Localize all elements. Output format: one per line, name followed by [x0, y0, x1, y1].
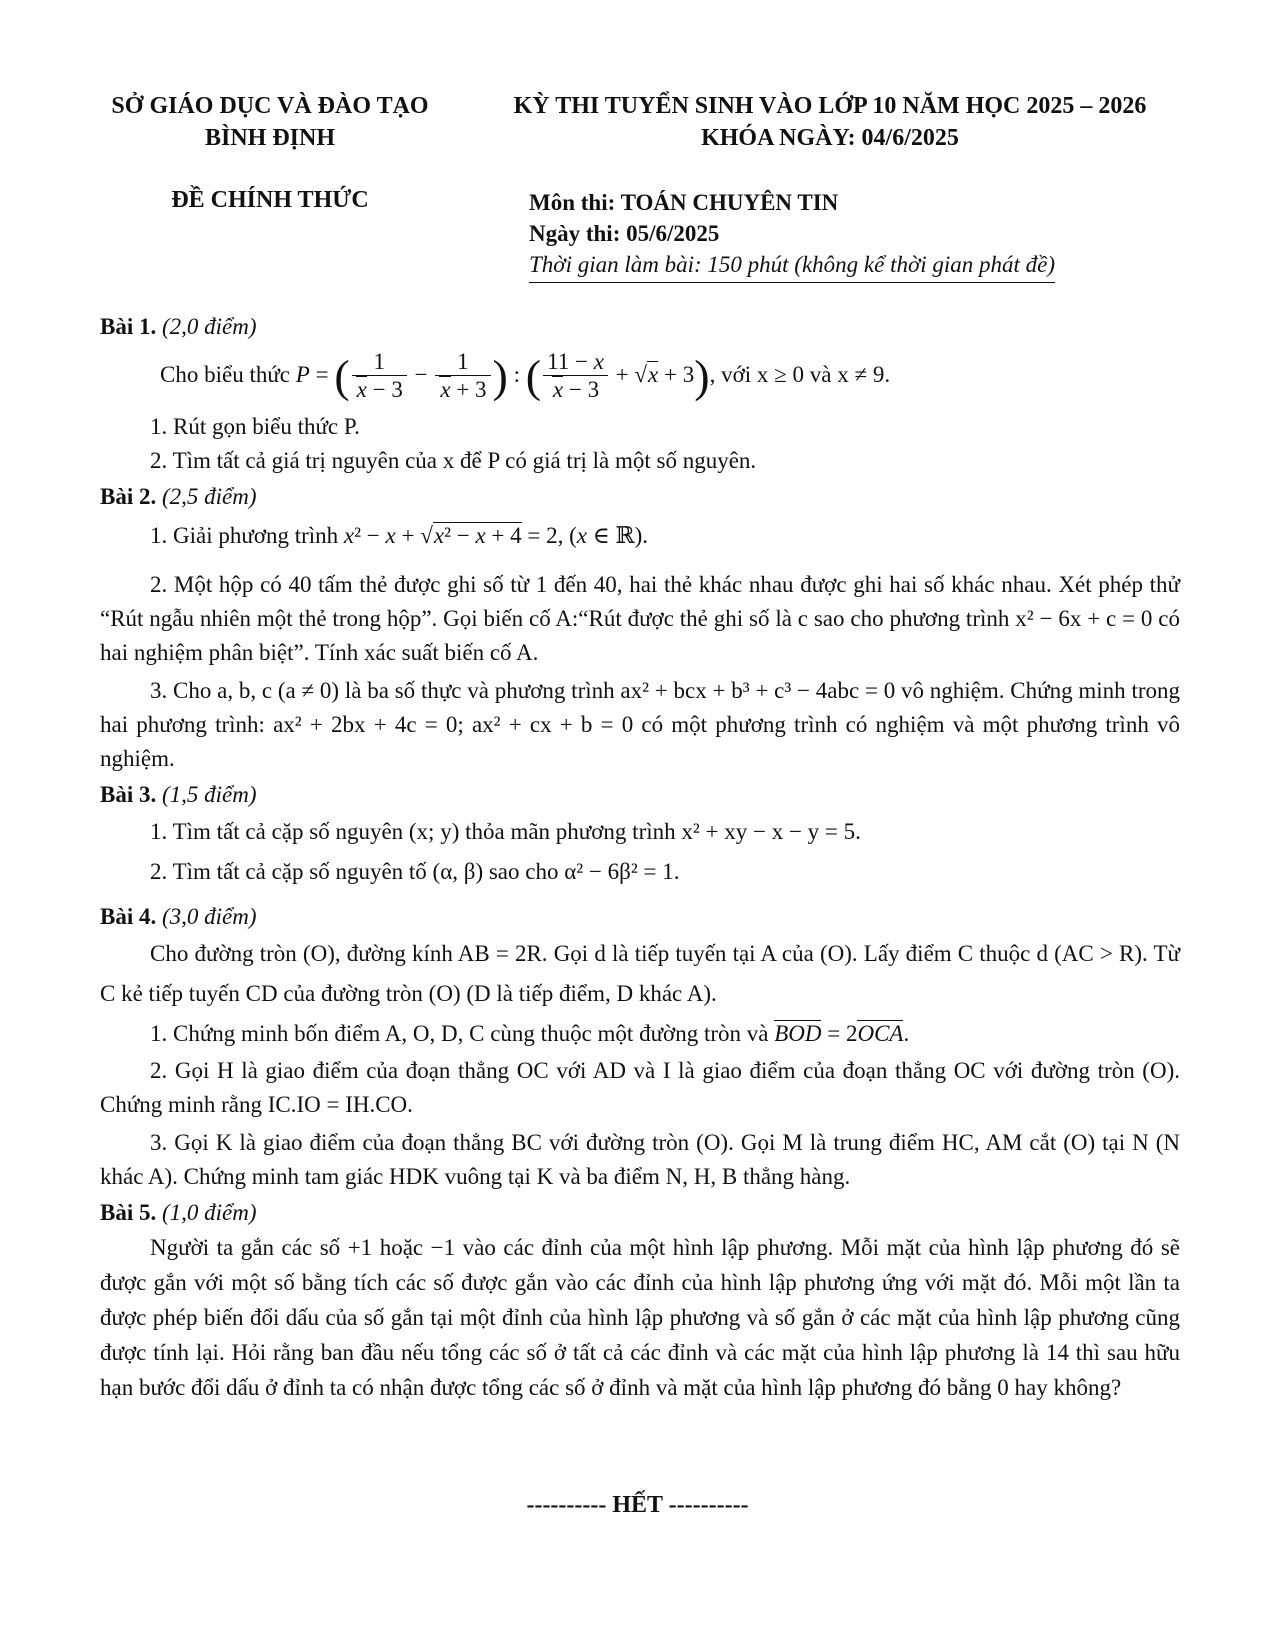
problem-3-q2: 2. Tìm tất cả cặp số nguyên tố (α, β) sao cho α² − 6β² = 1. [150, 859, 680, 884]
department-header [90, 90, 450, 154]
problem-3-q1: 1. Tìm tất cả cặp số nguyên (x; y) thỏa mãn phương trình x² + xy − x − y = 5. [150, 819, 861, 844]
problem-3-heading: Bài 3. (1,5 điểm) [100, 782, 257, 807]
subject: Môn thi: TOÁN CHUYÊN TIN [529, 190, 839, 215]
exam-session: KHÓA NGÀY: 04/6/2025 [701, 125, 959, 151]
problem-4-q1: 1. Chứng minh bốn điểm A, O, D, C cùng thuộc một đường tròn và BOD = 2OCA. [150, 1021, 910, 1046]
exam-date: Ngày thi: 05/6/2025 [529, 221, 720, 246]
problem-5-text: Người ta gắn các số +1 hoặc −1 vào các đỉnh của một hình lập phương. Mỗi mặt của hình lập phương đó sẽ được gắn với một số bằng tích các số được gắn vào các đỉnh của hình lập phương ứng với mặt đó. Mỗi một lần ta được phép biến đổi dấu của số gắn tại một đỉnh của hình lập phương và số gắn ở các mặt của hình lập phương cũng được tính lại. Hỏi rằng ban đầu nếu tổng các số ở tất cả các đỉnh và các mặt của hình lập phương là 14 thì sau hữu hạn bước đổi dấu ở đỉnh ta có nhận được tổng các số ở đỉnh và mặt của hình lập phương đó bằng 0 hay không? [100, 1235, 1180, 1400]
problem-1-expression: Cho biểu thức P = ( $\frac{1}{x - 3}$ − $\frac{1}{x + 3}$ ) : ( $\frac{11 - x}{x - 3}$ + √x + 3), với x ≥ 0 và x ≠ 9. [160, 349, 891, 403]
problem-2-q1: 1. Giải phương trình x² − x + √x² − x + 4 = 2, (x ∈ ℝ). [150, 523, 649, 548]
exam-meta [529, 187, 1189, 283]
problem-1-q1: 1. Rút gọn biểu thức P. [150, 414, 360, 439]
exam-header [470, 90, 1190, 154]
official-label: ĐỀ CHÍNH THỨC [171, 187, 369, 213]
duration: Thời gian làm bài: 150 phút (không kể thời gian phát đề) [529, 249, 1055, 283]
problem-1-heading: Bài 1. (2,0 điểm) [100, 314, 257, 339]
problem-4-intro: Cho đường tròn (O), đường kính AB = 2R. Gọi d là tiếp tuyến tại A của (O). Lấy điểm C thuộc d (AC > R). Từ C kẻ tiếp tuyến CD của đường tròn (O) (D là tiếp điểm, D khác A). [100, 941, 1180, 1006]
problem-2-heading: Bài 2. (2,5 điểm) [100, 484, 257, 509]
end-marker: ---------- HẾT ---------- [526, 1492, 749, 1518]
province-name: BÌNH ĐỊNH [204, 125, 336, 151]
problem-4-q2: 2. Gọi H là giao điểm của đoạn thẳng OC với AD và I là giao điểm của đoạn thẳng OC với đường tròn (O). Chứng minh rằng IC.IO = IH.CO. [100, 1058, 1180, 1117]
problem-2-q3: 3. Cho a, b, c (a ≠ 0) là ba số thực và phương trình ax² + bcx + b³ + c³ − 4abc = 0 vô nghiệm. Chứng minh trong hai phương trình: ax² + 2bx + 4c = 0; ax² + cx + b = 0 có một phương trình có nghiệm và một phương trình vô nghiệm. [100, 678, 1180, 771]
problem-1-q2: 2. Tìm tất cả giá trị nguyên của x để P có giá trị là một số nguyên. [150, 448, 757, 473]
exam-content [100, 308, 1180, 1405]
problem-4-heading: Bài 4. (3,0 điểm) [100, 904, 257, 929]
exam-title: KỲ THI TUYỂN SINH VÀO LỚP 10 NĂM HỌC 2025 – 2026 [513, 93, 1147, 119]
department-name: SỞ GIÁO DỤC VÀ ĐÀO TẠO [111, 93, 429, 119]
problem-5-heading: Bài 5. (1,0 điểm) [100, 1200, 257, 1225]
problem-4-q3: 3. Gọi K là giao điểm của đoạn thẳng BC với đường tròn (O). Gọi M là trung điểm HC, AM cắt (O) tại N (N khác A). Chứng minh tam giác HDK vuông tại K và ba điểm N, H, B thẳng hàng. [100, 1130, 1180, 1189]
problem-2-q2: 2. Một hộp có 40 tấm thẻ được ghi số từ 1 đến 40, hai thẻ khác nhau được ghi hai số khác nhau. Xét phép thử “Rút ngẫu nhiên một thẻ trong hộp”. Gọi biến cố A:“Rút được thẻ ghi số là c sao cho phương trình x² − 6x + c = 0 có hai nghiệm phân biệt”. Tính xác suất biến cố A. [100, 572, 1180, 665]
